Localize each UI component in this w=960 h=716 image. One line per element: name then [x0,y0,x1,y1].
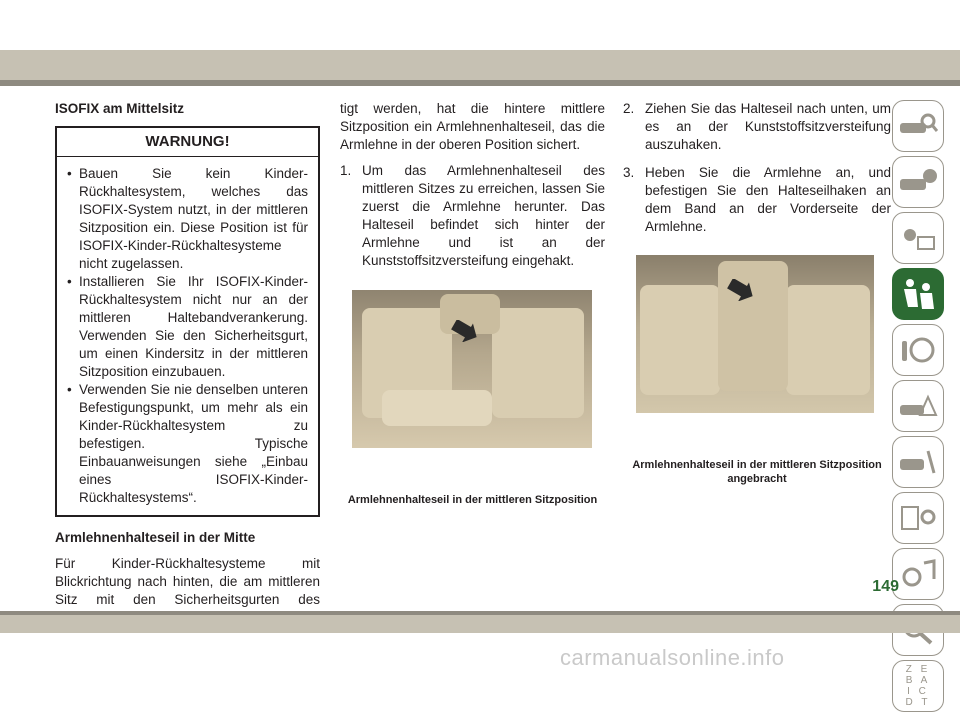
car-magnifier-icon [898,111,938,141]
bottom-band [0,615,960,633]
car-crash-icon [898,391,938,421]
step-1 [340,162,605,270]
photo-caption: Armlehnenhalteseil in der mittleren Sitzposition angebracht [632,459,882,485]
tab-specs-gears[interactable] [892,492,944,544]
warning-lights-icon [898,223,938,253]
specs-gears-icon [898,503,938,533]
step-number: 1. [340,163,352,178]
left-column [55,100,320,635]
armrest-down-photo [352,290,592,448]
tab-alphabet-index[interactable] [892,660,944,712]
arrow-icon [450,320,478,342]
step-2 [623,100,891,154]
right-column [623,100,891,246]
top-band-line [0,80,960,86]
arrow-icon [726,279,754,301]
step-number: 3. [623,165,635,180]
steering-key-icon [898,335,938,365]
warning-bullet: • Bauen Sie kein Kinder-Rückhaltesystem, welches das ISOFIX-System nutzt, in der mittleren Sitzposition ein. Diese Position ist für ISOFIX-Kinder-Rückhaltesysteme nicht zugelassen. [67,165,308,273]
step-3 [623,164,891,236]
tab-car-info[interactable] [892,156,944,208]
warning-box [55,126,320,517]
page-number: 149 [872,578,899,595]
car-tools-icon [898,447,938,477]
step-text: Ziehen Sie das Halteseil nach unten, um es an der Kunststoffsitzversteifung auszuhaken. [645,101,891,152]
step-text: Heben Sie die Armlehne an, und befestigen Sie den Halteseilhaken an dem Band an der Vorderseite der Armlehne. [645,165,891,234]
body-paragraph: Für Kinder-Rückhaltesysteme mit Blickrichtung nach hinten, die am mittleren Sitz mit den Sicherheitsgurten des [55,556,320,607]
top-band [0,50,960,80]
seat-safety-icon [898,277,938,311]
tab-warning-lights[interactable] [892,212,944,264]
alphabet-index-icon: Z E B A I C D T [905,664,931,708]
middle-column [340,100,605,280]
tab-car-magnifier[interactable] [892,100,944,152]
warning-bullet: • Verwenden Sie nie denselben unteren Befestigungspunkt, um mehr als ein Kinder-Rückhaltesystem zu befestigen. Typische Einbauanweisungen siehe „Einbau eines ISOFIX-Kinder-Rückhaltesystems“. [67,381,308,507]
car-info-icon [898,167,938,197]
warning-bullet: • Installieren Sie Ihr ISOFIX-Kinder-Rückhaltesystem nicht nur an der mittleren Haltebandverankerung. Verwenden Sie den Sicherheitsgurt, um einen Kindersitz in der mittleren Sitzposition einzubauen. [67,273,308,381]
tab-car-tools[interactable] [892,436,944,488]
section-heading: ISOFIX am Mittelsitz [55,101,185,116]
media-navigation-icon [898,559,938,589]
armrest-up-photo [636,255,874,413]
tab-steering-key[interactable] [892,324,944,376]
step-number: 2. [623,101,635,116]
warning-title: WARNUNG! [57,128,318,157]
subsection-heading: Armlehnenhalteseil in der Mitte [55,530,256,545]
tab-seat-safety[interactable] [892,268,944,320]
body-paragraph-continued: tigt werden, hat die hintere mittlere Sitzposition ein Armlehnenhalteseil, das die Armlehne in der oberen Position sichert. [340,101,605,152]
tab-media-navigation[interactable] [892,548,944,600]
photo-caption: Armlehnenhalteseil in der mittleren Sitzposition [347,494,598,506]
tab-car-crash[interactable] [892,380,944,432]
watermark: carmanualsonline.info [560,645,785,670]
step-text: Um das Armlehnenhalteseil des mittleren Sitzes zu erreichen, lassen Sie zuerst die Armlehne herunter. Das Halteseil befindet sich hinter der Armlehne und ist an der Kunststoffsitzversteifung eingehakt. [362,163,605,268]
